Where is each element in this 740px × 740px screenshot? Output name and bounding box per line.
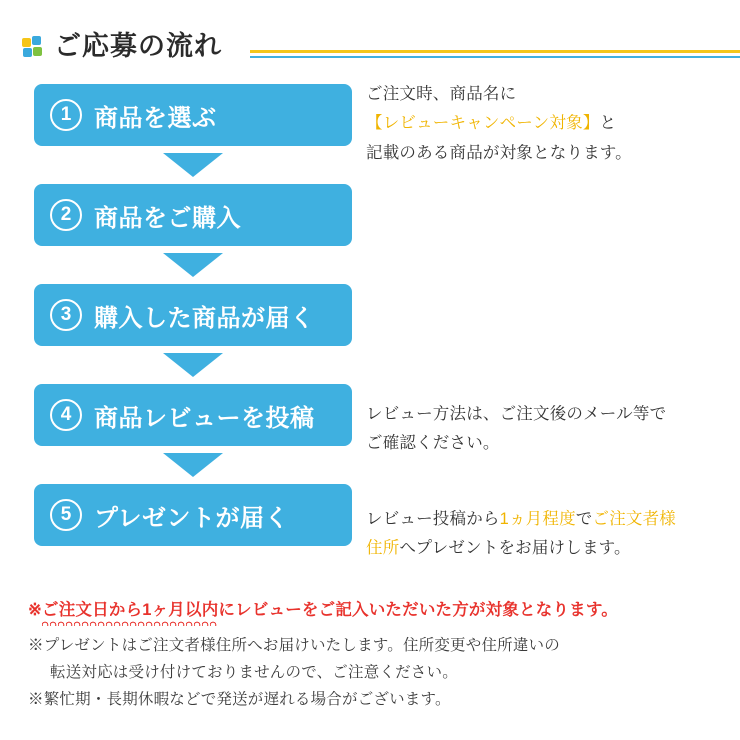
footnote-line: ※繁忙期・長期休暇などで発送が遅れる場合がございます。 <box>28 691 451 709</box>
notice-wavy-text: ご注文日から1ヶ月以内 <box>42 596 218 620</box>
arrow-down-icon <box>34 146 352 184</box>
note-text: と <box>599 114 617 133</box>
note-line: 記載のある商品が対象となります。 <box>366 143 632 162</box>
note-line: ご注文時、商品名に <box>366 85 517 103</box>
steps-list <box>34 84 354 546</box>
arrow-down-icon <box>34 246 352 284</box>
step-number: 3 <box>50 299 82 331</box>
step-item <box>34 84 352 146</box>
note-highlight: 住所 <box>366 539 400 558</box>
arrow-down-icon <box>34 446 352 484</box>
footnote-line: ※プレゼントはご注文者様住所へお届けいたします。住所変更や住所違いの <box>28 637 560 654</box>
page-title: ご応募の流れ <box>54 31 222 61</box>
step-label: 購入した商品が届く <box>94 304 315 332</box>
step-item <box>34 384 352 446</box>
footnotes <box>28 632 728 713</box>
step-item <box>34 484 352 546</box>
note-review-method <box>366 400 726 459</box>
step-label: 商品を選ぶ <box>94 104 217 132</box>
note-text: で <box>575 510 593 528</box>
step-item <box>34 184 352 246</box>
note-product-selection <box>366 80 726 168</box>
page-header <box>22 24 722 68</box>
step-number: 1 <box>50 99 82 131</box>
diamond-dots-icon <box>22 36 48 58</box>
note-line <box>366 534 731 563</box>
notice-mark: ※ <box>28 601 43 619</box>
step-number: 5 <box>50 499 82 531</box>
step-number: 4 <box>50 399 82 431</box>
header-divider <box>250 50 740 59</box>
arrow-down-icon <box>34 346 352 384</box>
note-delivery <box>366 505 731 564</box>
note-highlight: ご注文者様 <box>592 510 676 528</box>
step-item <box>34 284 352 346</box>
step-label: 商品レビューを投稿 <box>94 404 315 432</box>
step-label: プレゼントが届く <box>94 504 290 532</box>
note-highlight: 【レビューキャンペーン対象】 <box>366 114 600 133</box>
note-line <box>366 109 726 138</box>
note-line <box>366 505 731 534</box>
notice-rest-text: にレビューをご記入いただいた方が対象となります。 <box>218 601 618 619</box>
note-highlight: 1ヵ月程度 <box>499 510 576 528</box>
note-line: ご確認ください。 <box>366 434 500 453</box>
step-number: 2 <box>50 199 82 231</box>
footnote-line: 転送対応は受け付けておりませんので、ご注意ください。 <box>50 664 458 682</box>
step-label: 商品をご購入 <box>94 204 241 232</box>
note-text: へプレゼントをお届けします。 <box>399 539 631 558</box>
note-line: レビュー方法は、ご注文後のメール等で <box>366 405 667 423</box>
deadline-notice <box>28 596 728 620</box>
note-text: レビュー投稿から <box>366 510 500 528</box>
